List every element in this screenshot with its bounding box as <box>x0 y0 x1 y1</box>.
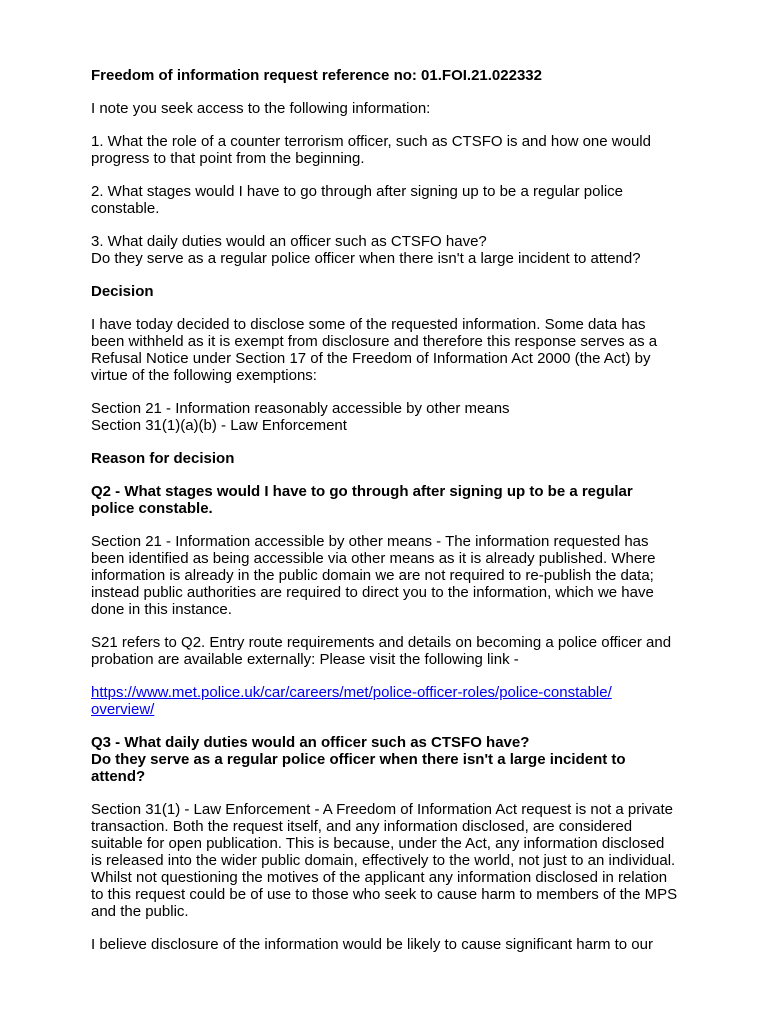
link-line-2: overview/ <box>91 701 155 718</box>
police-constable-link[interactable] <box>91 684 678 718</box>
s31-body: Section 31(1) - Law Enforcement - A Freedom of Information Act request is not a private transaction. Both the request itself, and any information disclosed, are considered suitable for open publication. This is because, under the Act, any information disclosed is released into the wider public domain, effectively to the world, not just to an individual. Whilst not questioning the motives of the applicant any information disclosed in relation to this request could be of use to those who seek to cause harm to members of the MPS and the public. <box>91 801 678 920</box>
q3-heading-line2: Do they serve as a regular police officer when there isn't a large incident to attend? <box>91 751 626 785</box>
s21-reference-text: S21 refers to Q2. Entry route requirements and details on becoming a police officer and probation are available externally: Please visit the following link - <box>91 634 672 668</box>
decision-heading: Decision <box>91 283 154 300</box>
q2-heading: Q2 - What stages would I have to go through after signing up to be a regular police constable. <box>91 483 633 517</box>
exemption-section-21: Section 21 - Information reasonably accessible by other means <box>91 400 510 417</box>
question-3-line1: 3. What daily duties would an officer such as CTSFO have? <box>91 233 487 250</box>
reason-heading: Reason for decision <box>91 450 235 467</box>
link-line-1: https://www.met.police.uk/car/careers/met/police-officer-roles/police-constable/ <box>91 684 612 701</box>
exemption-section-31: Section 31(1)(a)(b) - Law Enforcement <box>91 417 347 434</box>
final-line: I believe disclosure of the information would be likely to cause significant harm to our <box>91 936 653 953</box>
intro-text: I note you seek access to the following information: <box>91 100 431 117</box>
q3-heading-line1: Q3 - What daily duties would an officer such as CTSFO have? <box>91 734 530 751</box>
question-3 <box>91 233 678 267</box>
q3-heading <box>91 734 678 785</box>
decision-body: I have today decided to disclose some of the requested information. Some data has been withheld as it is exempt from disclosure and therefore this response serves as a Refusal Notice under Section 17 of the Freedom of Information Act 2000 (the Act) by virtue of the following exemptions: <box>91 316 658 384</box>
question-3-line2: Do they serve as a regular police officer when there isn't a large incident to attend? <box>91 250 641 267</box>
document-title: Freedom of information request reference no: 01.FOI.21.022332 <box>91 67 542 84</box>
question-2: 2. What stages would I have to go through after signing up to be a regular police constable. <box>91 183 624 217</box>
police-constable-link-block <box>91 684 678 718</box>
exemptions-list <box>91 400 678 434</box>
q2-body: Section 21 - Information accessible by other means - The information requested has been identified as being accessible via other means as it is already published. Where information is already in the public domain we are not required to re-publish the data; instead public authorities are required to direct you to the information, which we have done in this instance. <box>91 533 656 618</box>
question-1: 1. What the role of a counter terrorism officer, such as CTSFO is and how one would progress to that point from the beginning. <box>91 133 651 167</box>
